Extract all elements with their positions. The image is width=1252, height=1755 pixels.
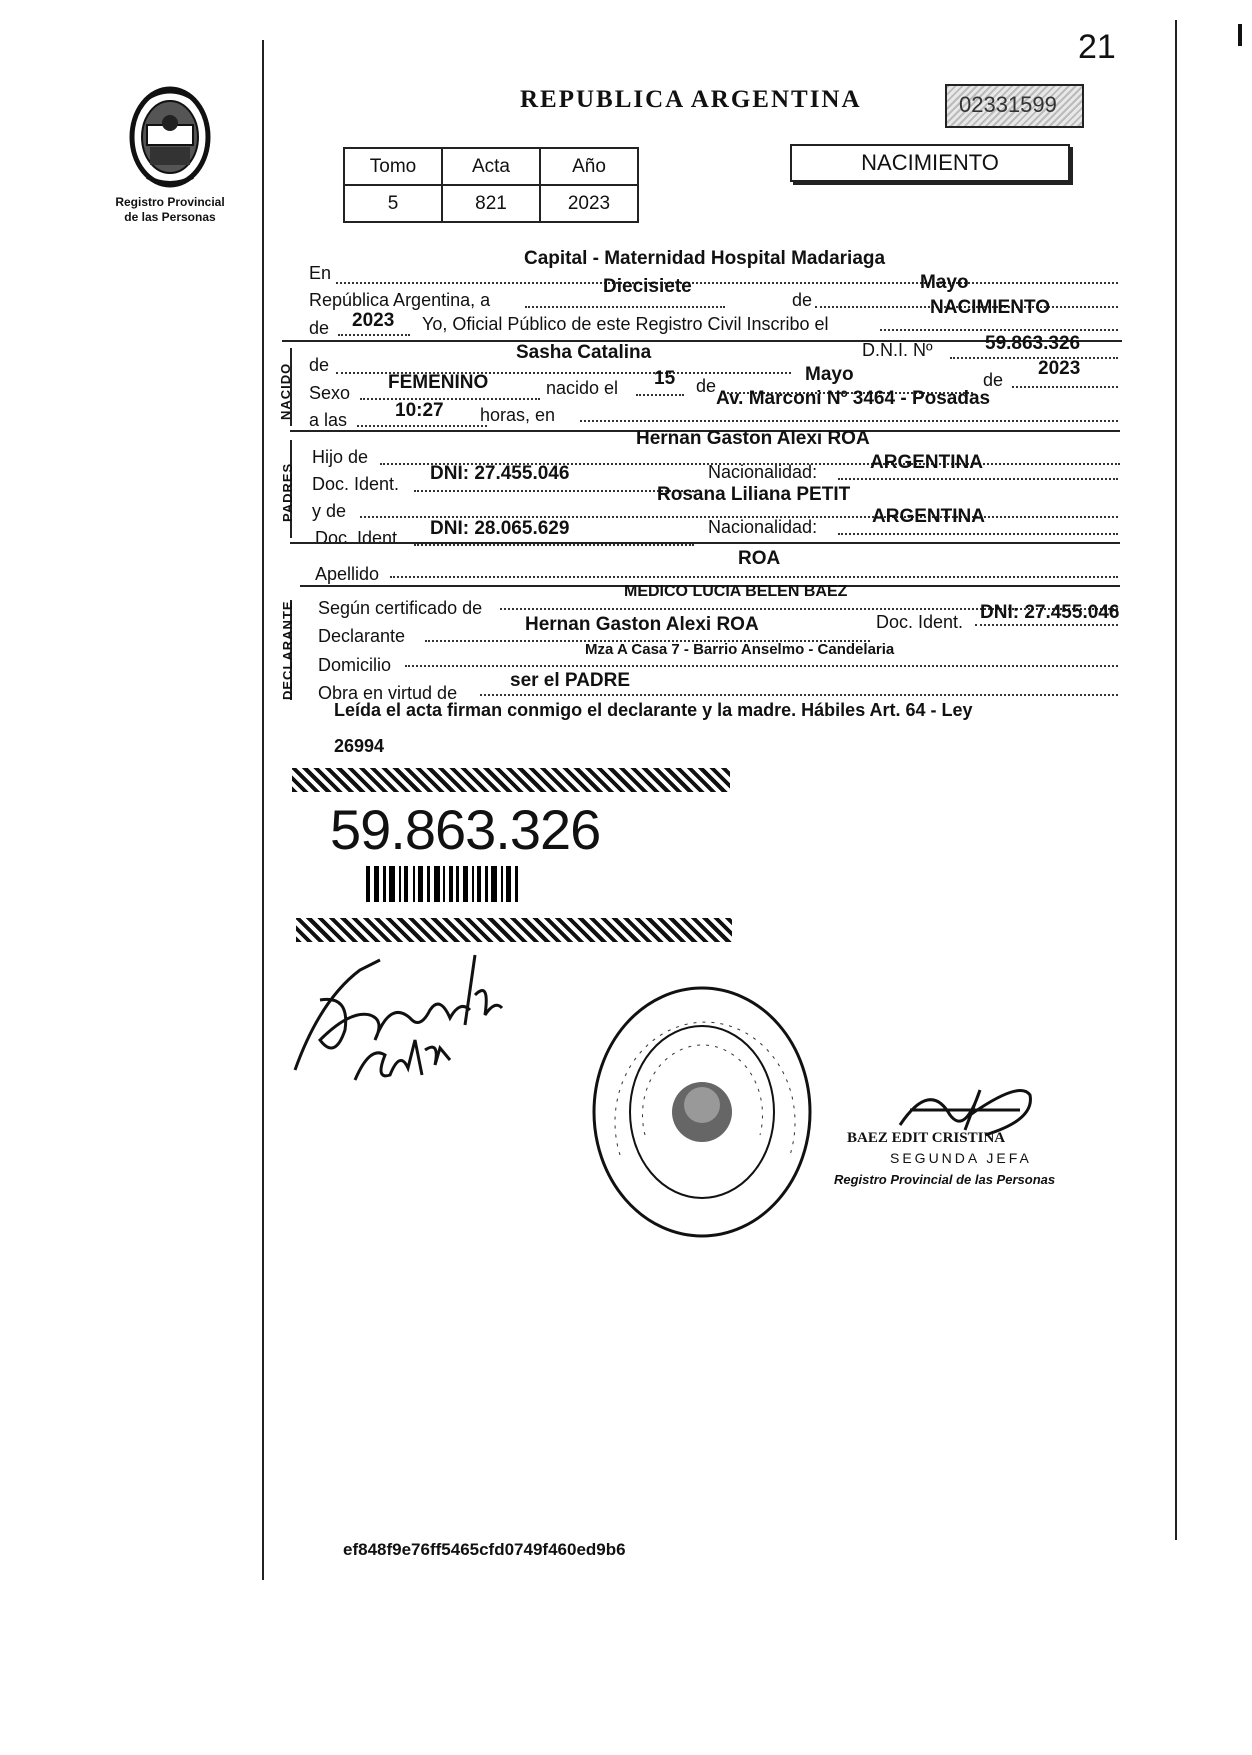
barcode-bar xyxy=(413,866,415,902)
obra-label: Obra en virtud de xyxy=(318,683,458,703)
barcode-bar xyxy=(389,866,395,902)
stamp-number: 02331599 xyxy=(959,92,1057,117)
child-name: Sasha Catalina xyxy=(516,342,652,363)
anio-value: 2023 xyxy=(540,185,638,222)
barcode-bar xyxy=(477,866,481,902)
barcode-bar xyxy=(366,866,370,902)
horas-label: horas, en xyxy=(480,405,556,425)
de2-label: de xyxy=(983,370,1004,390)
barcode-bar xyxy=(463,866,468,902)
dom-value: Mza A Casa 7 - Barrio Anselmo - Candelaria xyxy=(585,641,895,658)
nacido-el-label: nacido el xyxy=(546,378,619,398)
apellido-label: Apellido xyxy=(315,564,380,584)
sexo-label: Sexo xyxy=(309,383,351,403)
acta-value: 821 xyxy=(442,185,540,222)
document-hash: ef848f9e76ff5465cfd0749f460ed9b6 xyxy=(343,1540,626,1559)
day-words: Diecisiete xyxy=(603,276,692,297)
tomo-value: 5 xyxy=(344,185,442,222)
official-stamp xyxy=(590,985,815,1240)
record-table xyxy=(343,147,639,223)
mother-doc: DNI: 28.065.629 xyxy=(430,518,570,539)
republica-label: República Argentina, a xyxy=(309,290,491,310)
nacido-de-label: de xyxy=(309,355,330,375)
page-number: 21 xyxy=(1078,28,1116,66)
act-type-box xyxy=(790,144,1070,182)
registry-caption-2: de las Personas xyxy=(124,210,216,224)
de-label: de xyxy=(792,290,813,310)
official-name: BAEZ EDIT CRISTINA xyxy=(847,1130,1006,1146)
father-name: Hernan Gaston Alexi ROA xyxy=(636,428,870,449)
stamp-number-box xyxy=(945,84,1084,128)
father-nat-label: Nacionalidad: xyxy=(708,462,818,482)
hatch-band-top xyxy=(292,768,730,792)
dni-barcode xyxy=(366,866,606,902)
registry-logo xyxy=(125,85,215,190)
de1-label: de xyxy=(696,376,717,396)
child-dni: 59.863.326 xyxy=(985,333,1081,354)
mother-name: Rosana Liliana PETIT xyxy=(657,484,851,505)
dni-block-number: 59.863.326 xyxy=(330,798,601,861)
closing-line1: Leída el acta firman conmigo el declarante y la madre. Hábiles Art. 64 - Ley xyxy=(334,700,973,720)
decl-name: Hernan Gaston Alexi ROA xyxy=(525,614,759,635)
padres-side-label: PADRES xyxy=(280,462,295,522)
birth-place: Av. Marconi Nº 3464 - Posadas xyxy=(716,388,991,409)
barcode-bar xyxy=(449,866,453,902)
father-nationality: ARGENTINA xyxy=(870,452,983,473)
hijo-label: Hijo de xyxy=(312,447,369,467)
birth-year: 2023 xyxy=(1038,358,1081,379)
decl-doc-label: Doc. Ident. xyxy=(876,612,964,632)
hatch-band-bottom xyxy=(296,918,732,942)
document-title: REPUBLICA ARGENTINA xyxy=(520,86,862,113)
year-value: 2023 xyxy=(352,310,395,331)
cert-label: Según certificado de xyxy=(318,598,483,618)
en-label: En xyxy=(309,263,332,283)
barcode-bar xyxy=(485,866,488,902)
barcode-bar xyxy=(374,866,379,902)
father-doc: DNI: 27.455.046 xyxy=(430,463,570,484)
birth-time: 10:27 xyxy=(395,400,444,421)
mother-nat-label: Nacionalidad: xyxy=(708,517,818,537)
apellido-value: ROA xyxy=(738,548,781,569)
act-type: NACIMIENTO xyxy=(861,150,999,175)
barcode-bar xyxy=(491,866,497,902)
mother-doc-label: Doc. Ident. xyxy=(315,528,403,548)
closing-line2: 26994 xyxy=(334,736,385,756)
acta-header: Acta xyxy=(442,148,540,185)
dom-label: Domicilio xyxy=(318,655,392,675)
yde-label: y de xyxy=(312,501,347,521)
barcode-bar xyxy=(404,866,408,902)
nacido-side-label: NACIDO xyxy=(278,362,293,420)
alas-label: a las xyxy=(309,410,348,430)
right-margin-line xyxy=(1175,20,1177,1540)
barcode-bar xyxy=(515,866,518,902)
left-margin-line xyxy=(262,40,264,1580)
official-title: SEGUNDA JEFA xyxy=(890,1150,1032,1166)
barcode-bar xyxy=(434,866,440,902)
month-value: Mayo xyxy=(920,272,969,293)
registry-caption-1: Registro Provincial xyxy=(115,195,225,209)
decl-label: Declarante xyxy=(318,626,406,646)
cert-value: MEDICO LUCIA BELEN BAEZ xyxy=(624,583,848,600)
birth-month: Mayo xyxy=(805,364,854,385)
barcode-bar xyxy=(456,866,459,902)
barcode-bar xyxy=(418,866,423,902)
place-value: Capital - Maternidad Hospital Madariaga xyxy=(524,248,886,269)
barcode-bar xyxy=(383,866,386,902)
obra-value: ser el PADRE xyxy=(510,670,631,691)
anio-header: Año xyxy=(540,148,638,185)
barcode-bar xyxy=(506,866,511,902)
barcode-bar xyxy=(501,866,503,902)
barcode-bar xyxy=(427,866,430,902)
birth-day: 15 xyxy=(654,368,676,389)
father-doc-label: Doc. Ident. xyxy=(312,474,400,494)
oficial-text: Yo, Oficial Público de este Registro Civil Inscribo el xyxy=(422,314,829,334)
barcode-bar xyxy=(443,866,445,902)
de-year-label: de xyxy=(309,318,330,338)
sexo-value: FEMENINO xyxy=(388,372,489,393)
declarante-side-label: DECLARANTE xyxy=(280,600,295,700)
tomo-header: Tomo xyxy=(344,148,442,185)
barcode-bar xyxy=(472,866,474,902)
decl-doc: DNI: 27.455.046 xyxy=(980,602,1120,623)
event-value: NACIMIENTO xyxy=(930,297,1050,318)
declarant-signature xyxy=(290,940,550,1115)
dni-label: D.N.I. Nº xyxy=(862,340,933,360)
edge-mark xyxy=(1238,24,1242,46)
mother-nationality: ARGENTINA xyxy=(872,506,985,527)
official-org: Registro Provincial de las Personas xyxy=(834,1172,1056,1187)
barcode-bar xyxy=(399,866,401,902)
